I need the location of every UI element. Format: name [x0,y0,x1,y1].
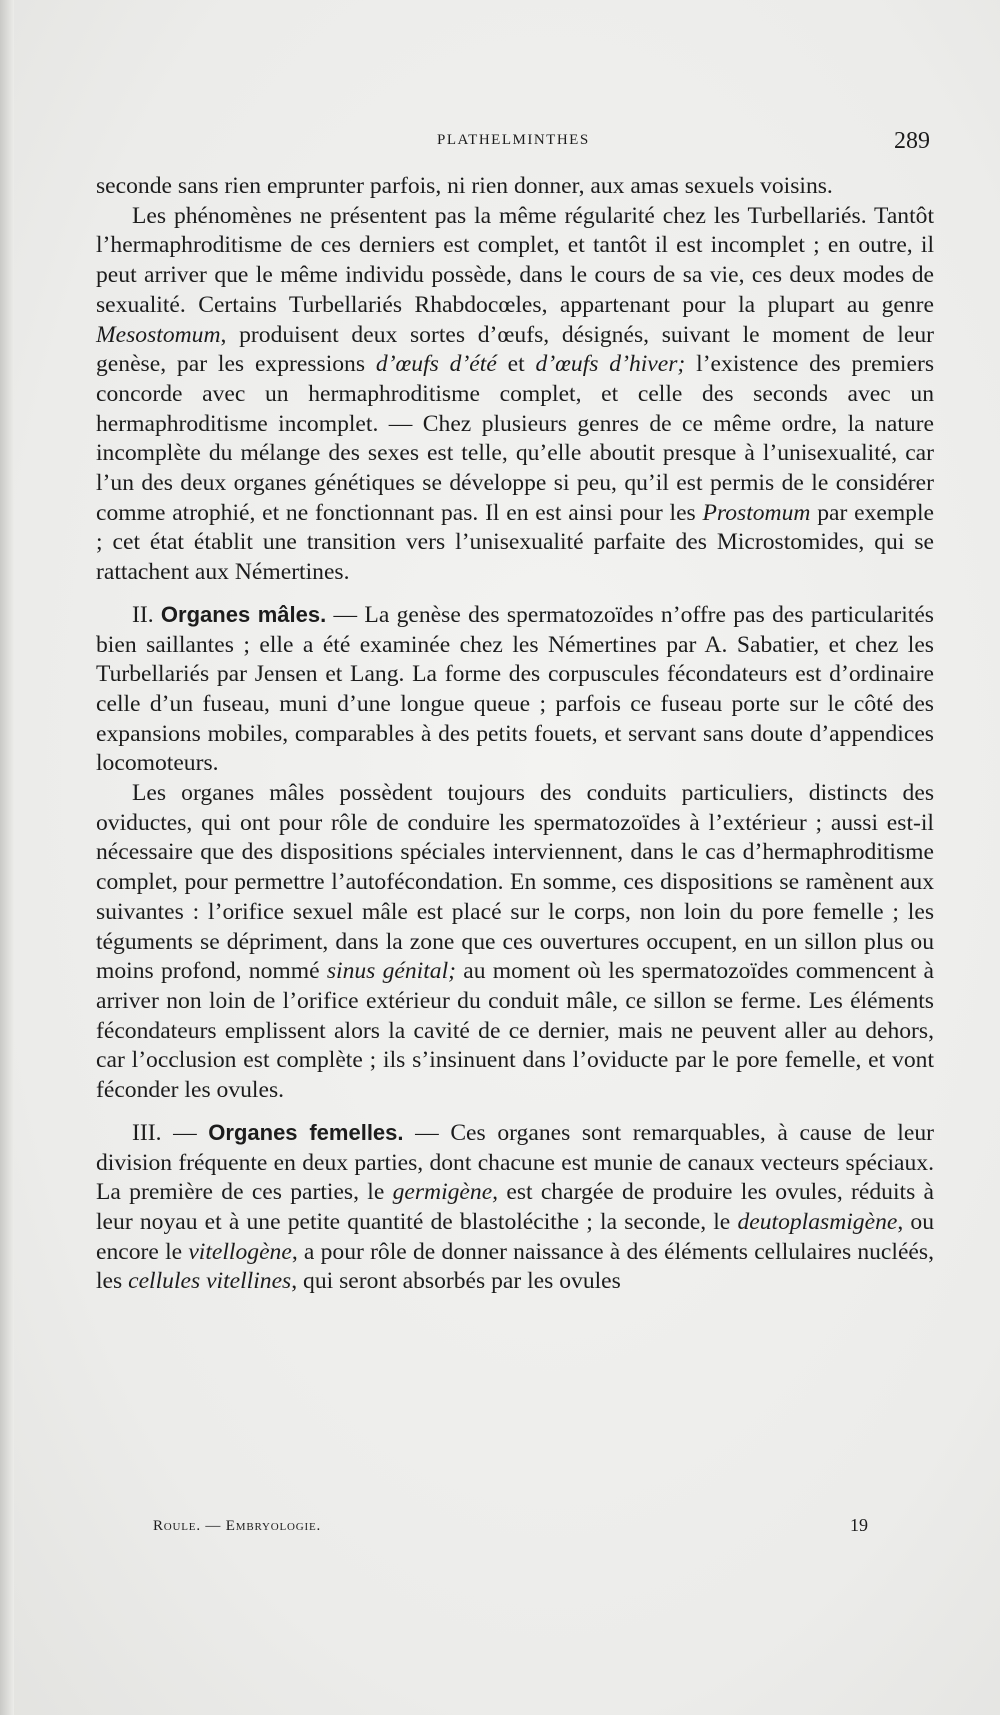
paragraph-4 [96,779,934,1106]
section-heading-organes-femelles: Organes femelles. [208,1119,404,1145]
p2-text-c: et [496,351,536,378]
page-edge-shadow [0,0,14,1715]
p2-text-e: par exemple ; cet état établit une transition vers l’unisexualité parfaite des Microstomides, qui se rattachent aux Némertines. [96,499,934,586]
paragraph-5 [96,1118,934,1297]
section-2-number: II. [132,601,161,628]
page-number: 289 [894,128,930,154]
paragraph-1-text: seconde sans rien emprunter parfois, ni rien donner, aux amas sexuels voisins. [96,173,833,199]
p4-text-b: au moment où les spermatozoïdes commencent à arriver non loin de l’orifice extérieur du conduit mâle, ce sillon se ferme. Les éléments fécondateurs emplissent alors la cavité de ce dernier, mais ne peuvent aller au dehors, car l’occlusion est complète ; ils s’insinuent dans l’oviducte par le pore femelle, et vont féconder les ovules. [96,958,935,1104]
running-head [0,128,1000,154]
page-footer [0,1515,1000,1541]
p4-text-a: Les organes mâles possèdent toujours des conduits particuliers, distincts des oviductes, qui ont pour rôle de conduire les spermatozoïdes à l’extérieur ; aussi est-il nécessaire que des dispositions spéciales interviennent, dans le cas d’hermaphroditisme complet, pour permettre l’autofécondation. En somme, ces dispositions se ramènent aux suivantes : l’orifice sexuel mâle est placé sur le corps, non loin du pore femelle ; les téguments se dépriment, dans la zone que ces ouvertures occupent, en un sillon plus ou moins profond, nommé [96,780,934,985]
p2-italic-mesostomum: Mesostomum [96,321,221,348]
running-title: PLATHELMINTHES [437,132,590,148]
p5-italic-germigene: germigène, [392,1179,499,1206]
p5-italic-cellules-vitellines: cellules vitellines [128,1268,292,1295]
p5-text-c: , ou encore le [96,1208,934,1265]
paragraph-1 [96,172,934,202]
p2-text-b: , produisent deux sortes d’œufs, désignés, suivant le moment de leur genèse, par les expressions [96,321,934,378]
paragraph-2 [96,202,934,588]
p5-text-d: , a pour rôle de donner naissance à des éléments cellulaires nucléés, les [96,1238,934,1295]
p3-text: — La genèse des spermatozoïdes n’offre pas des particularités bien saillantes ; elle a été examinée chez les Némertines par A. Sabatier, et chez les Turbellariés par Jensen et Lang. La forme des corpuscules fécondateurs est d’ordinaire celle d’un fuseau, muni d’une longue queue ; parfois ce fuseau porte sur le côté des expansions mobiles, comparables à des petits fouets, et servant sans doute d’appendices locomoteurs. [96,601,934,777]
text-body [96,172,934,1297]
p5-text-e: , qui seront absorbés par les ovules [291,1268,621,1295]
p4-italic-sinus-genital: sinus génital; [326,958,457,985]
footer-author-title: Roule. — Embryologie. [153,1518,322,1534]
p2-italic-oeufs-hiver: d’œufs d’hiver; [535,351,686,378]
section-3-number: III. [132,1119,174,1146]
paragraph-3 [96,600,934,779]
p2-text-d: l’existence des premiers concorde avec un hermaphroditisme complet, et celle des seconds avec un hermaphroditisme incomplet. — Chez plusieurs genres de ce même ordre, la nature incomplète du mélange des sexes est telle, qu’elle aboutit presque à l’unisexualité, car l’un des deux organes génétiques se développe si peu, qu’il est permis de le considérer comme atrophié, et ne fonctionnant pas. Il en est ainsi pour les [96,351,935,526]
p2-text-a: Les phénomènes ne présentent pas la même régularité chez les Turbellariés. Tantôt l’hermaphroditisme de ces derniers est complet, et tantôt il est incomplet ; en outre, il peut arriver que le même individu possède, dans le cours de sa vie, ces deux modes de sexualité. Certains Turbellariés Rhabdocœles, appartenant pour la plupart au genre [96,202,934,318]
section-heading-organes-males: Organes mâles. [160,601,327,627]
p5-text-a: — Ces organes sont remarquables, à cause de leur division fréquente en deux parties, dont chacune est munie de canaux vecteurs spéciaux. La première de ces parties, le [96,1119,934,1206]
p2-italic-oeufs-ete: d’œufs d’été [375,351,497,378]
signature-mark: 19 [850,1515,868,1535]
p5-italic-vitellogene: vitellogène [188,1238,292,1265]
section-3-dash: — [173,1119,209,1146]
p2-italic-prostomum: Prostomum [702,499,811,526]
p5-text-b: est chargée de produire les ovules, réduits à leur noyau et à une petite quantité de blastolécithe ; la seconde, le [96,1179,934,1235]
p5-italic-deutoplasmigene: deutoplasmigène [737,1208,898,1235]
